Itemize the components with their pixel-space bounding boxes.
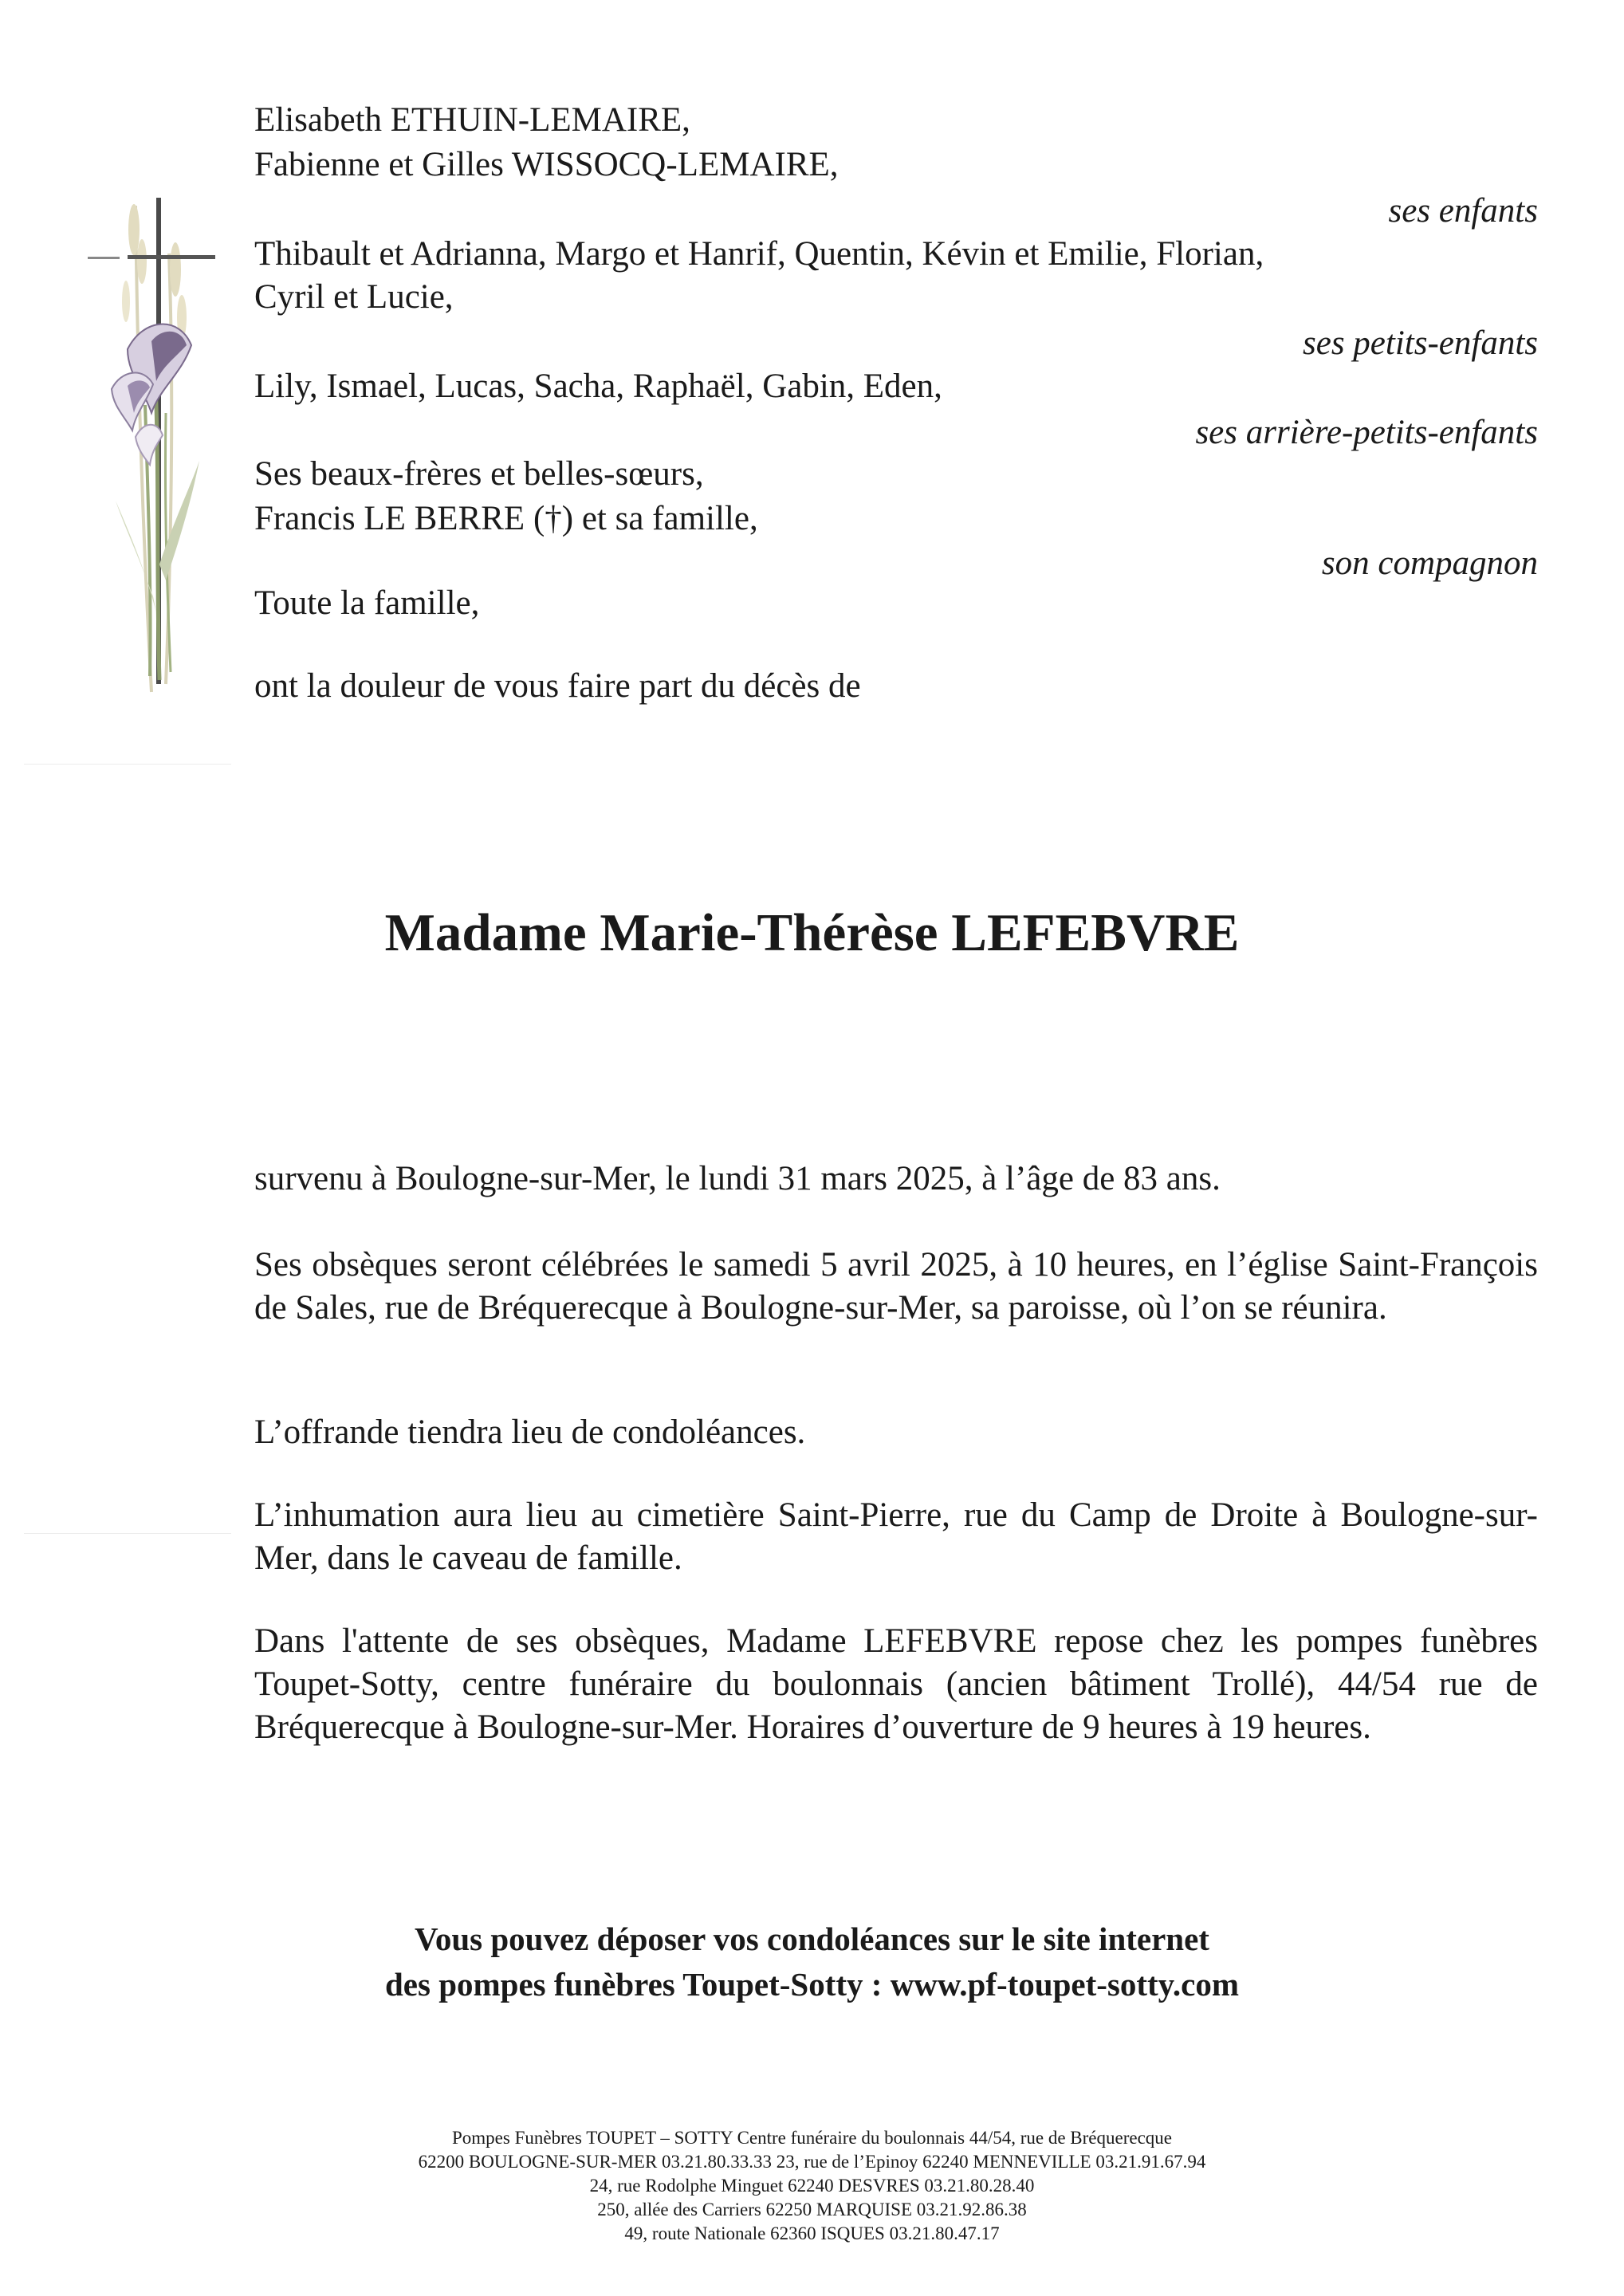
grandchildren-line-1: Thibault et Adrianna, Margo et Hanrif, Quentin, Kévin et Emilie, Florian, [254, 235, 1264, 273]
children-role-label: ses enfants [1388, 192, 1538, 230]
great-grandchildren-role-label: ses arrière-petits-enfants [1195, 414, 1538, 451]
grandchildren-role-label: ses petits-enfants [1303, 324, 1538, 362]
paragraph-funeral: Ses obsèques seront célébrées le samedi 5 avril 2025, à 10 heures, en l’église Saint-François de Sales, rue de Bréquerecque à Boulogne-sur-Mer, sa paroisse, où l’on se réunira. [254, 1246, 1538, 1327]
condolences-notice-line-2: des pompes funèbres Toupet-Sotty : www.pf-toupet-sotty.com [385, 1966, 1239, 2003]
paragraph-death: survenu à Boulogne-sur-Mer, le lundi 31 mars 2025, à l’âge de 83 ans. [254, 1160, 1221, 1197]
announcement-line: ont la douleur de vous faire part du décès de [254, 667, 861, 705]
child-name-1: Elisabeth ETHUIN-LEMAIRE, [254, 101, 690, 139]
footer-line-5: 49, route Nationale 62360 ISQUES 03.21.80.47.17 [624, 2223, 1000, 2243]
paragraph-offering: L’offrande tiendra lieu de condoléances. [254, 1413, 806, 1451]
in-laws-line: Ses beaux-frères et belles-sœurs, [254, 455, 704, 493]
great-grandchildren-line: Lily, Ismael, Lucas, Sacha, Raphaël, Gabin, Eden, [254, 368, 942, 405]
deceased-name: Madame Marie-Thérèse LEFEBVRE [384, 903, 1240, 962]
footer-line-2: 62200 BOULOGNE-SUR-MER 03.21.80.33.33 23, rue de l’Epinoy 62240 MENNEVILLE 03.21.91.67.94 [418, 2152, 1206, 2172]
grandchildren-line-2: Cyril et Lucie, [254, 278, 454, 316]
footer-line-1: Pompes Funèbres TOUPET – SOTTY Centre funéraire du boulonnais 44/54, rue de Bréquerecque [452, 2128, 1172, 2148]
companion-line: Francis LE BERRE (†) et sa famille, [254, 500, 758, 537]
paragraph-rest: Dans l'attente de ses obsèques, Madame LEFEBVRE repose chez les pompes funèbres Toupet-Sotty, centre funéraire du boulonnais (ancien bâtiment Trollé), 44/54 rue de Bréquerecque à Boulogne-sur-Mer. Horaires d’ouverture de 9 heures à 19 heures. [254, 1622, 1538, 1746]
divider-2 [24, 1533, 231, 1534]
child-name-2: Fabienne et Gilles WISSOCQ-LEMAIRE, [254, 146, 839, 183]
all-family-line: Toute la famille, [254, 584, 480, 622]
divider [24, 764, 231, 765]
footer-line-3: 24, rue Rodolphe Minguet 62240 DESVRES 03.21.80.28.40 [589, 2176, 1035, 2196]
condolences-notice-line-1: Vous pouvez déposer vos condoléances sur le site internet [415, 1921, 1209, 1957]
companion-role-label: son compagnon [1321, 545, 1538, 582]
footer-line-4: 250, allée des Carriers 62250 MARQUISE 03.21.92.86.38 [597, 2200, 1027, 2219]
cross-lily-icon [80, 182, 239, 700]
paragraph-burial: L’inhumation aura lieu au cimetière Saint-Pierre, rue du Camp de Droite à Boulogne-sur-Mer, dans le caveau de famille. [254, 1496, 1538, 1577]
